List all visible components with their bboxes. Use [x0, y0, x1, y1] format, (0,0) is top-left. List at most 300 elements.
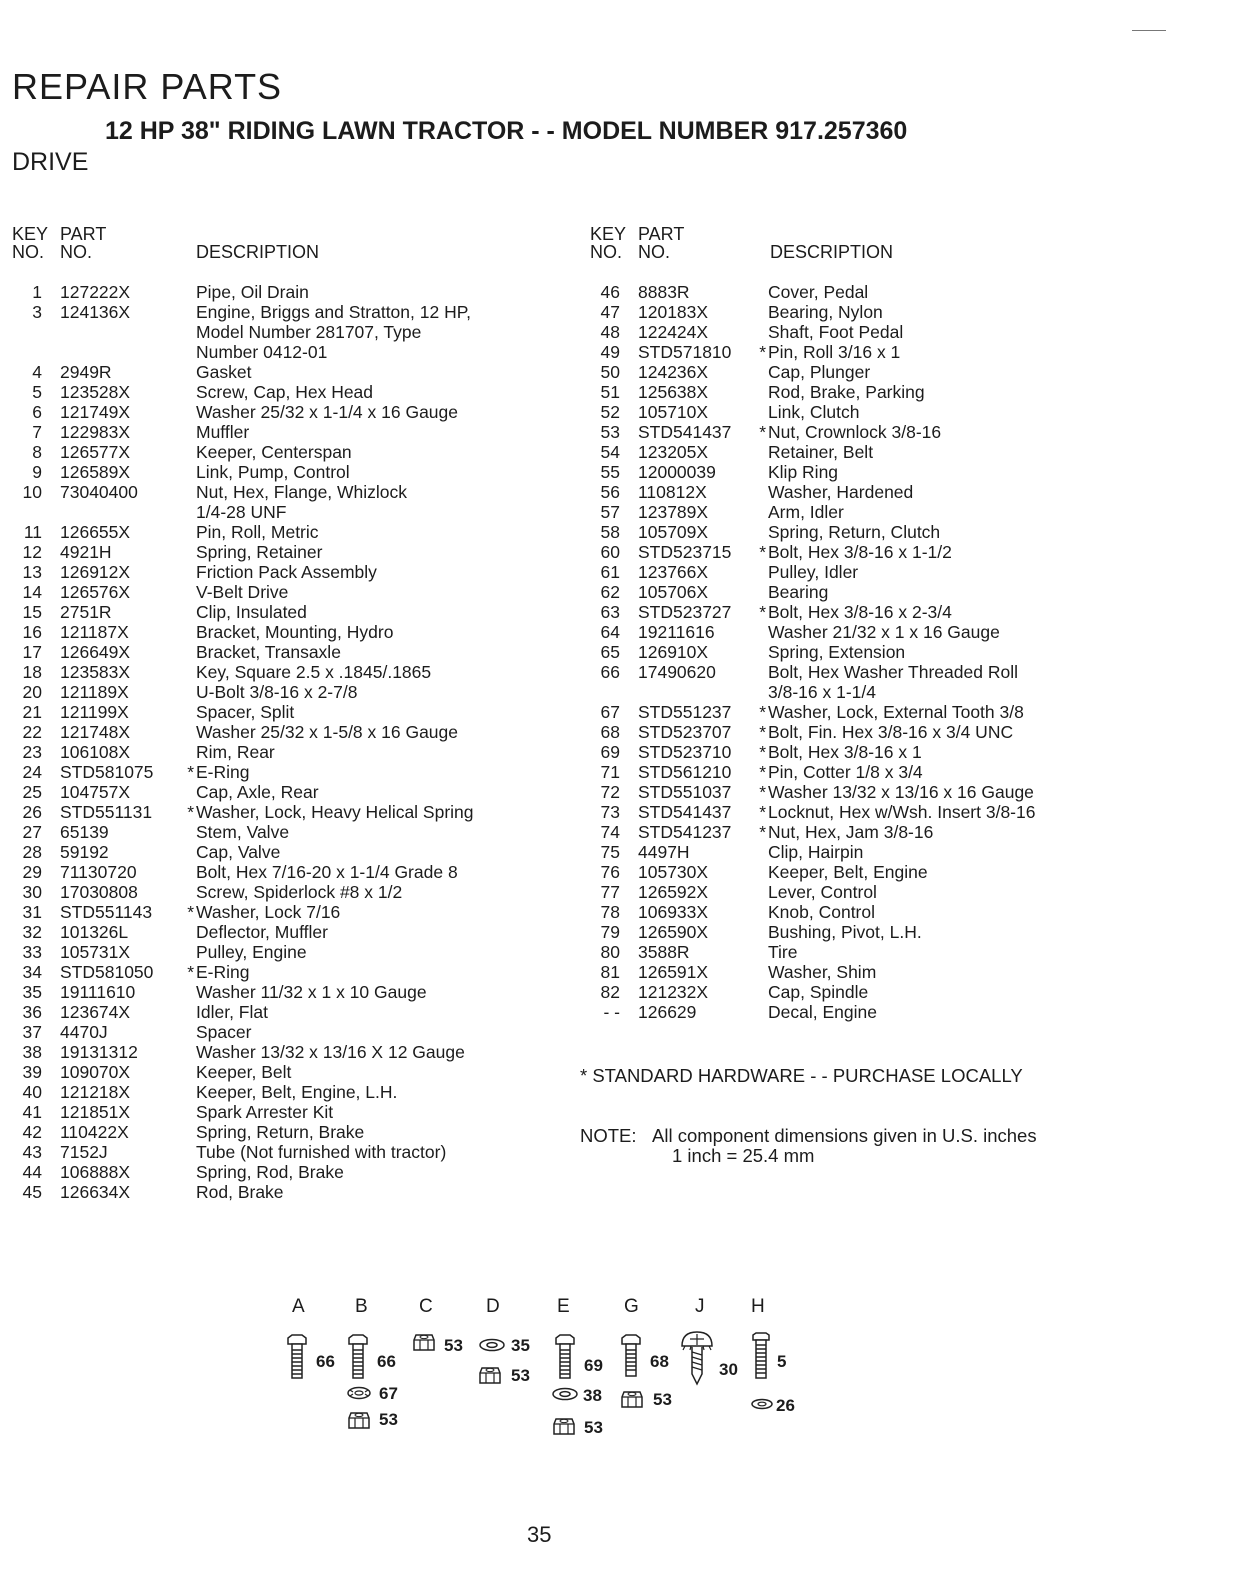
parts-column-left — [12, 224, 572, 1202]
header-part-top: PART — [638, 224, 685, 244]
hardware-key-e-nut: 53 — [584, 1418, 603, 1437]
hardware-label-j: J — [695, 1296, 705, 1317]
key-number: 29 — [22, 862, 42, 882]
part-description: Keeper, Belt, Engine, L.H. — [196, 1082, 398, 1102]
part-description: Clip, Hairpin — [768, 842, 864, 862]
part-number: 121189X — [60, 682, 129, 702]
part-description: Washer 13/32 x 13/16 x 16 Gauge — [768, 782, 1034, 802]
standard-hardware-mark: * — [759, 602, 766, 622]
key-number: 1 — [32, 282, 42, 302]
parts-list-left — [12, 282, 572, 1202]
part-description: Keeper, Centerspan — [196, 442, 352, 462]
part-number: 121749X — [60, 402, 131, 422]
key-number: 58 — [600, 522, 620, 542]
part-description: Washer, Shim — [768, 962, 877, 982]
key-number: 15 — [22, 602, 42, 622]
standard-hardware-mark: * — [759, 702, 766, 722]
key-number: 52 — [600, 402, 620, 422]
part-number: 65139 — [60, 822, 109, 842]
key-number: 14 — [22, 582, 42, 602]
parts-row — [12, 1042, 572, 1062]
key-number: 49 — [600, 342, 620, 362]
part-description: E-Ring — [196, 762, 250, 782]
parts-row — [590, 582, 1230, 602]
parts-row — [12, 962, 572, 982]
part-description: Rod, Brake — [196, 1182, 284, 1202]
part-number: 71130720 — [60, 862, 137, 882]
part-number: 105706X — [638, 582, 709, 602]
key-number: 34 — [22, 962, 42, 982]
part-number: 101326L — [60, 922, 129, 942]
part-description: Spark Arrester Kit — [196, 1102, 334, 1122]
parts-row — [12, 1002, 572, 1022]
parts-row — [12, 782, 572, 802]
note-label: NOTE: — [580, 1125, 637, 1146]
parts-row — [12, 382, 572, 402]
parts-row — [590, 622, 1230, 642]
bolt-icon — [620, 1334, 642, 1378]
bolt-icon — [554, 1334, 576, 1380]
lock-washer-icon — [346, 1386, 372, 1400]
part-number: STD523710 — [638, 742, 732, 762]
part-number: 126655X — [60, 522, 131, 542]
part-number: 110812X — [638, 482, 707, 502]
parts-row — [12, 742, 572, 762]
part-number: 19131312 — [60, 1042, 138, 1062]
parts-row — [12, 902, 572, 922]
standard-hardware-mark: * — [759, 802, 766, 822]
key-number: 67 — [600, 702, 620, 722]
parts-row — [590, 942, 1230, 962]
part-description: Nut, Hex, Jam 3/8-16 — [768, 822, 934, 842]
key-number: 62 — [600, 582, 620, 602]
key-number: 75 — [600, 842, 620, 862]
hardware-label-h: H — [751, 1296, 765, 1317]
part-number: 123528X — [60, 382, 131, 402]
key-number: 65 — [600, 642, 620, 662]
part-description: Spring, Extension — [768, 642, 906, 662]
parts-row — [12, 942, 572, 962]
part-description: E-Ring — [196, 962, 250, 982]
key-number: 53 — [600, 422, 620, 442]
hardware-label-b: B — [355, 1296, 368, 1317]
key-number: 23 — [22, 742, 42, 762]
key-number: 35 — [22, 982, 42, 1002]
part-description: Link, Clutch — [768, 402, 860, 422]
note-line-2: 1 inch = 25.4 mm — [672, 1145, 815, 1166]
key-number: 57 — [600, 502, 620, 522]
hardware-key-h-bolt: 5 — [777, 1352, 787, 1371]
page-subtitle: 12 HP 38" RIDING LAWN TRACTOR - - MODEL NUMBER 917.257360 — [105, 117, 908, 145]
key-number: 63 — [600, 602, 620, 622]
hardware-label-e: E — [557, 1296, 570, 1317]
part-number: 4921H — [60, 542, 112, 562]
key-number: 50 — [600, 362, 620, 382]
lock-washer-icon — [750, 1398, 774, 1410]
parts-row — [12, 462, 572, 482]
part-description: Spacer — [196, 1022, 252, 1042]
key-number: 56 — [600, 482, 620, 502]
part-number: 126910X — [638, 642, 709, 662]
parts-row — [590, 282, 1230, 302]
parts-row — [12, 482, 572, 522]
bolt-icon — [286, 1334, 308, 1380]
header-key-top: KEY — [590, 224, 627, 244]
hardware-label-d: D — [486, 1296, 500, 1317]
parts-row — [590, 482, 1230, 502]
parts-row — [12, 1062, 572, 1082]
standard-hardware-mark: * — [759, 722, 766, 742]
parts-row — [12, 422, 572, 442]
key-number: 80 — [600, 942, 620, 962]
key-number: 22 — [22, 722, 42, 742]
part-description: Bearing — [768, 582, 829, 602]
parts-row — [590, 642, 1230, 662]
part-description: Washer, Lock, Heavy Helical Spring — [196, 802, 474, 822]
part-description: Tube (Not furnished with tractor) — [196, 1142, 447, 1162]
parts-row — [590, 462, 1230, 482]
parts-row — [590, 322, 1230, 342]
key-number: 71 — [600, 762, 620, 782]
column-header — [12, 224, 572, 280]
crownlock-nut-icon — [347, 1410, 371, 1432]
page-title: REPAIR PARTS — [12, 66, 283, 107]
header-part-bottom: NO. — [60, 242, 93, 262]
part-number: 121218X — [60, 1082, 131, 1102]
key-number: 45 — [22, 1182, 42, 1202]
parts-row — [12, 842, 572, 862]
part-number: 121199X — [60, 702, 129, 722]
standard-hardware-mark: * — [759, 822, 766, 842]
part-number: STD551131 — [60, 802, 153, 822]
part-number: STD551237 — [638, 702, 732, 722]
part-number: STD541237 — [638, 822, 732, 842]
key-number: 79 — [600, 922, 620, 942]
hardware-key-a-bolt: 66 — [316, 1352, 335, 1371]
key-number: 7 — [32, 422, 42, 442]
parts-row — [590, 842, 1230, 862]
part-description: U-Bolt 3/8-16 x 2-7/8 — [196, 682, 358, 702]
parts-row — [12, 562, 572, 582]
parts-row — [12, 802, 572, 822]
key-number: 46 — [600, 282, 620, 302]
part-description: Friction Pack Assembly — [196, 562, 377, 582]
part-number: 59192 — [60, 842, 109, 862]
parts-row — [12, 1142, 572, 1162]
part-number: STD523715 — [638, 542, 732, 562]
parts-row — [590, 602, 1230, 622]
key-number: 31 — [22, 902, 42, 922]
key-number: 4 — [32, 362, 42, 382]
key-number: 37 — [22, 1022, 42, 1042]
part-number: 105710X — [638, 402, 709, 422]
part-number: 120183X — [638, 302, 709, 322]
part-description: Deflector, Muffler — [196, 922, 328, 942]
parts-row — [12, 402, 572, 422]
parts-row — [12, 602, 572, 622]
part-number: 7152J — [60, 1142, 108, 1162]
key-number: 73 — [600, 802, 620, 822]
part-number: 126590X — [638, 922, 709, 942]
part-number: 104757X — [60, 782, 131, 802]
part-description: V-Belt Drive — [196, 582, 289, 602]
key-number: 47 — [600, 302, 620, 322]
standard-hardware-mark: * — [759, 762, 766, 782]
part-description: Spring, Retainer — [196, 542, 323, 562]
parts-row — [12, 1162, 572, 1182]
key-number: 54 — [600, 442, 620, 462]
part-description: Washer 13/32 x 13/16 X 12 Gauge — [196, 1042, 465, 1062]
parts-row — [590, 742, 1230, 762]
standard-hardware-mark: * — [759, 542, 766, 562]
part-number: 123789X — [638, 502, 709, 522]
parts-row — [12, 1082, 572, 1102]
part-description: Key, Square 2.5 x .1845/.1865 — [196, 662, 432, 682]
parts-row — [12, 1182, 572, 1202]
part-description: Cap, Plunger — [768, 362, 871, 382]
parts-row — [590, 302, 1230, 322]
standard-hardware-mark: * — [759, 342, 766, 362]
parts-row — [590, 782, 1230, 802]
hardware-key-h-washer: 26 — [776, 1396, 795, 1415]
crownlock-nut-icon — [412, 1332, 436, 1354]
parts-row — [590, 982, 1230, 1002]
part-number: 105730X — [638, 862, 709, 882]
part-number: STD551143 — [60, 902, 153, 922]
part-number: 121851X — [60, 1102, 131, 1122]
standard-hardware-mark: * — [759, 742, 766, 762]
part-description: Bolt, Hex 3/8-16 x 1-1/2 — [768, 542, 952, 562]
part-number: 126591X — [638, 962, 709, 982]
parts-row — [12, 702, 572, 722]
hardware-key-g-nut: 53 — [653, 1390, 672, 1409]
parts-row — [12, 282, 572, 302]
parts-row — [590, 902, 1230, 922]
part-description: Pin, Cotter 1/8 x 3/4 — [768, 762, 923, 782]
part-number: 105709X — [638, 522, 709, 542]
hardware-key-b-bolt: 66 — [377, 1352, 396, 1371]
part-number: 2751R — [60, 602, 112, 622]
part-description: Retainer, Belt — [768, 442, 874, 462]
part-number: 126634X — [60, 1182, 131, 1202]
key-number: 48 — [600, 322, 620, 342]
header-description: DESCRIPTION — [770, 242, 894, 262]
parts-row — [590, 962, 1230, 982]
parts-row — [590, 922, 1230, 942]
part-number: 122424X — [638, 322, 709, 342]
part-number: STD581075 — [60, 762, 154, 782]
bolt-icon — [347, 1334, 369, 1380]
part-number: STD561210 — [638, 762, 732, 782]
parts-row — [590, 522, 1230, 542]
header-description: DESCRIPTION — [196, 242, 320, 262]
part-number: 17030808 — [60, 882, 138, 902]
key-number: 44 — [22, 1162, 42, 1182]
parts-row — [12, 722, 572, 742]
part-description: Lever, Control — [768, 882, 877, 902]
part-number: 123766X — [638, 562, 709, 582]
part-number: STD523707 — [638, 722, 732, 742]
part-number: 121748X — [60, 722, 131, 742]
bolt-icon — [751, 1332, 771, 1380]
page-number: 35 — [527, 1522, 552, 1547]
hardware-key-d-nut: 53 — [511, 1366, 530, 1385]
washer-icon — [551, 1387, 579, 1401]
part-number: 123583X — [60, 662, 131, 682]
parts-row — [12, 522, 572, 542]
key-number: 32 — [22, 922, 42, 942]
part-description: Nut, Crownlock 3/8-16 — [768, 422, 942, 442]
key-number: 12 — [22, 542, 42, 562]
header-part-bottom: NO. — [638, 242, 671, 262]
part-description: Pulley, Engine — [196, 942, 307, 962]
part-number: 126649X — [60, 642, 131, 662]
hardware-label-g: G — [624, 1296, 639, 1317]
part-description: Screw, Cap, Hex Head — [196, 382, 374, 402]
key-number: 8 — [32, 442, 42, 462]
spiderlock-screw-icon — [680, 1330, 714, 1386]
standard-hardware-mark: * — [187, 802, 194, 822]
parts-row — [12, 862, 572, 882]
parts-row — [12, 542, 572, 562]
key-number: 26 — [22, 802, 42, 822]
part-number: STD551037 — [638, 782, 732, 802]
part-description: Keeper, Belt, Engine — [768, 862, 928, 882]
corner-mark — [1132, 30, 1166, 31]
part-description: Locknut, Hex w/Wsh. Insert 3/8-16 — [768, 802, 1036, 822]
hardware-label-a: A — [292, 1296, 305, 1317]
parts-list-right — [590, 282, 1230, 1022]
part-description: Bolt, Hex 7/16-20 x 1-1/4 Grade 8 — [196, 862, 458, 882]
part-description: Engine, Briggs and Stratton, 12 HP, Model Number 281707, Type Number 0412-01 — [196, 302, 471, 362]
parts-row — [590, 662, 1230, 702]
key-number: 21 — [22, 702, 42, 722]
part-number: 106108X — [60, 742, 131, 762]
hardware-key-e-bolt: 69 — [584, 1356, 603, 1375]
part-number: 73040400 — [60, 482, 138, 502]
parts-row — [590, 562, 1230, 582]
key-number: 16 — [22, 622, 42, 642]
part-description: Nut, Hex, Flange, Whizlock 1/4-28 UNF — [196, 482, 408, 522]
note-line-1: All component dimensions given in U.S. inches — [652, 1125, 1037, 1146]
parts-row — [590, 862, 1230, 882]
dimension-note — [580, 1126, 1037, 1166]
key-number: 81 — [600, 962, 620, 982]
crownlock-nut-icon — [620, 1389, 644, 1411]
header-part-top: PART — [60, 224, 107, 244]
part-description: Pin, Roll, Metric — [196, 522, 319, 542]
key-number: 42 — [22, 1122, 42, 1142]
part-description: Link, Pump, Control — [196, 462, 350, 482]
key-number: 25 — [22, 782, 42, 802]
key-number: 61 — [600, 562, 620, 582]
part-number: 4497H — [638, 842, 690, 862]
part-description: Stem, Valve — [196, 822, 290, 842]
part-number: 110422X — [60, 1122, 129, 1142]
part-number: 121187X — [60, 622, 129, 642]
key-number: 72 — [600, 782, 620, 802]
key-number: 64 — [600, 622, 620, 642]
parts-row — [12, 762, 572, 782]
key-number: 60 — [600, 542, 620, 562]
parts-row — [590, 382, 1230, 402]
parts-row — [590, 362, 1230, 382]
part-description: Idler, Flat — [196, 1002, 268, 1022]
part-description: Muffler — [196, 422, 250, 442]
part-description: Washer 25/32 x 1-1/4 x 16 Gauge — [196, 402, 459, 422]
hardware-diagram — [0, 1290, 1245, 1450]
part-description: Bolt, Hex 3/8-16 x 2-3/4 — [768, 602, 952, 622]
part-number: STD523727 — [638, 602, 732, 622]
part-description: Bolt, Fin. Hex 3/8-16 x 3/4 UNC — [768, 722, 1014, 742]
part-description: Pulley, Idler — [768, 562, 859, 582]
part-description: Tire — [768, 942, 798, 962]
part-description: Washer, Hardened — [768, 482, 914, 502]
part-description: Spacer, Split — [196, 702, 295, 722]
standard-hardware-mark: * — [187, 762, 194, 782]
key-number: 10 — [22, 482, 42, 502]
part-description: Spring, Return, Clutch — [768, 522, 941, 542]
key-number: 20 — [22, 682, 42, 702]
part-number: 126592X — [638, 882, 709, 902]
part-number: 122983X — [60, 422, 131, 442]
parts-row — [590, 422, 1230, 442]
part-number: STD581050 — [60, 962, 154, 982]
parts-row — [12, 882, 572, 902]
part-description: Washer 21/32 x 1 x 16 Gauge — [768, 622, 1000, 642]
part-number: 106933X — [638, 902, 709, 922]
part-description: Keeper, Belt — [196, 1062, 292, 1082]
key-number: 41 — [22, 1102, 42, 1122]
part-number: 4470J — [60, 1022, 108, 1042]
part-description: Cap, Axle, Rear — [196, 782, 319, 802]
part-description: Bushing, Pivot, L.H. — [768, 922, 922, 942]
hardware-key-c-nut: 53 — [444, 1336, 463, 1355]
key-number: 5 — [32, 382, 42, 402]
part-number: 123674X — [60, 1002, 131, 1022]
hardware-key-g-bolt: 68 — [650, 1352, 669, 1371]
part-description: Bearing, Nylon — [768, 302, 883, 322]
parts-row — [590, 342, 1230, 362]
part-description: Pin, Roll 3/16 x 1 — [768, 342, 901, 362]
parts-row — [12, 442, 572, 462]
part-description: Pipe, Oil Drain — [196, 282, 309, 302]
parts-row — [12, 922, 572, 942]
hardware-key-b-washer: 67 — [379, 1384, 398, 1403]
part-number: 126576X — [60, 582, 131, 602]
part-description: Clip, Insulated — [196, 602, 307, 622]
part-number: 8883R — [638, 282, 690, 302]
key-number: 78 — [600, 902, 620, 922]
part-description: Arm, Idler — [768, 502, 844, 522]
key-number: 38 — [22, 1042, 42, 1062]
hardware-key-d-washer: 35 — [511, 1336, 530, 1355]
parts-row — [12, 1022, 572, 1042]
key-number: 33 — [22, 942, 42, 962]
parts-row — [12, 982, 572, 1002]
part-number: 126589X — [60, 462, 131, 482]
parts-row — [590, 762, 1230, 782]
parts-row — [590, 502, 1230, 522]
part-description: Washer 25/32 x 1-5/8 x 16 Gauge — [196, 722, 459, 742]
part-description: Washer 11/32 x 1 x 10 Gauge — [196, 982, 427, 1002]
part-description: Rim, Rear — [196, 742, 275, 762]
part-description: Screw, Spiderlock #8 x 1/2 — [196, 882, 403, 902]
part-number: 17490620 — [638, 662, 716, 682]
parts-row — [12, 302, 572, 362]
part-description: Gasket — [196, 362, 252, 382]
part-number: 106888X — [60, 1162, 131, 1182]
